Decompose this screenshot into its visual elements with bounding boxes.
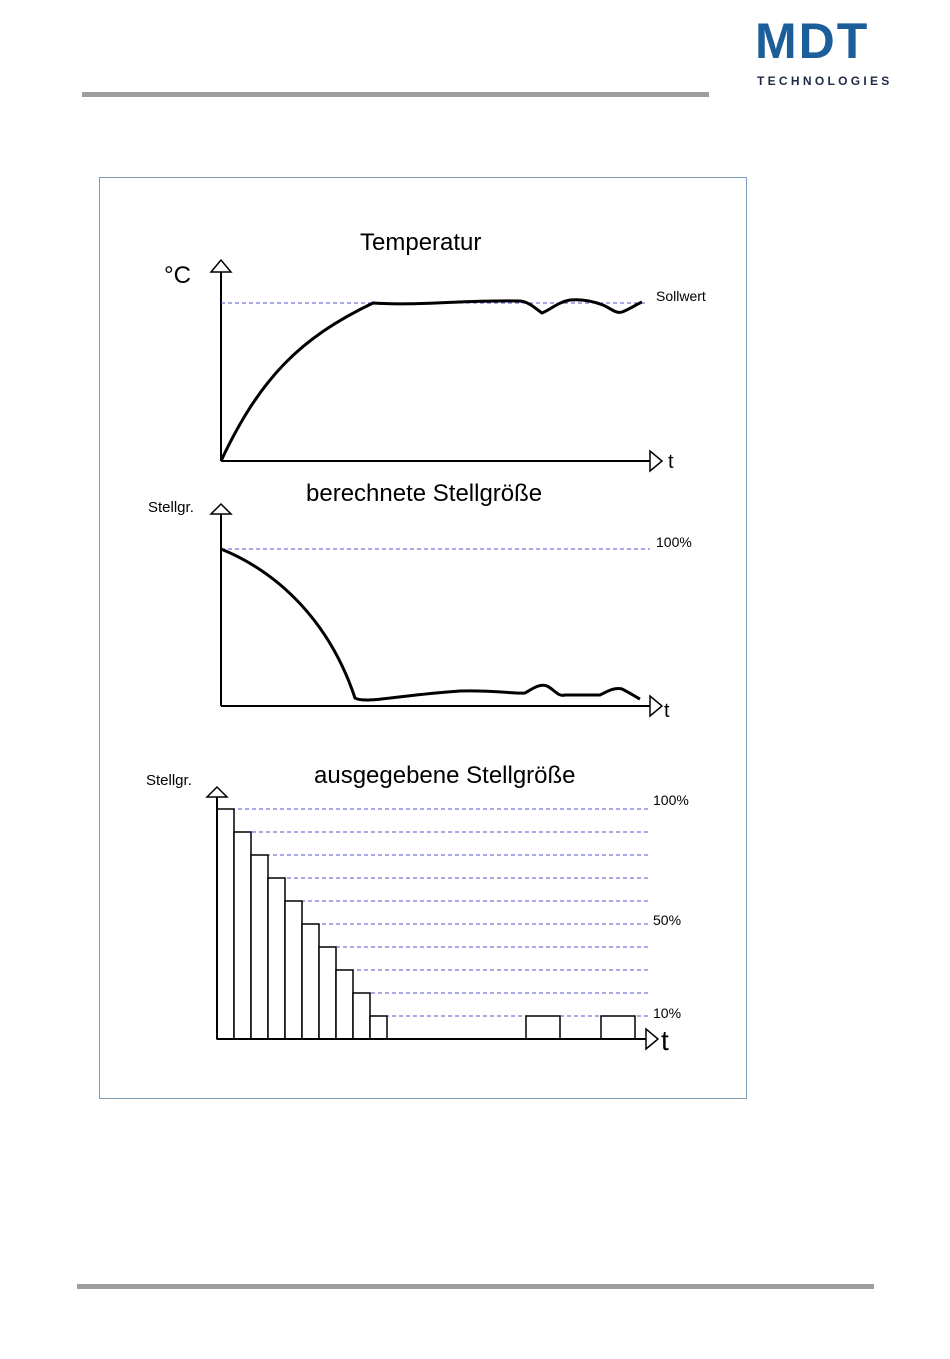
footer-rule [77,1284,874,1289]
chart2-title: berechnete Stellgröße [306,480,543,507]
chart2-ylabel: Stellgr. [148,499,194,516]
chart3-tick-10: 10% [653,1005,682,1021]
chart2-y-arrow [211,504,231,514]
logo-mark: MDT [755,13,870,69]
chart3-title: ausgegebene Stellgröße [314,762,576,789]
chart3-pulse [526,1016,560,1039]
figure-frame [99,177,747,1099]
chart3-tick-100: 100% [653,792,689,808]
chart1-x-arrow [650,451,662,471]
chart1-setpoint-label: Sollwert [656,288,706,304]
chart3-bar [302,924,319,1039]
chart2-xlabel: t [664,700,670,722]
logo-subtext: TECHNOLOGIES [757,74,893,88]
chart1-xlabel: t [668,451,674,473]
chart3-bars [217,809,635,1039]
chart1-temperature-curve [221,300,642,461]
chart1-y-arrow [211,260,231,272]
mdt-logo [755,13,905,92]
chart3-y-arrow [207,787,227,797]
chart3-xlabel: t [661,1025,669,1056]
chart3-tick-50: 50% [653,912,682,928]
chart1-title: Temperatur [360,229,482,256]
chart3-x-arrow [646,1029,658,1049]
chart2-x-arrow [650,696,662,716]
chart3-bar [319,947,336,1039]
chart3-bar [370,1016,387,1039]
chart3-bar [285,901,302,1039]
chart1-ylabel: °C [164,262,191,289]
chart-temperatur [164,229,706,473]
chart3-bar [234,832,251,1039]
chart2-100-label: 100% [656,534,692,550]
chart2-control-curve [221,549,640,700]
header-rule [82,92,709,97]
controller-diagram [100,178,748,1100]
chart3-bar [353,993,370,1039]
chart-ausgegebene-stellgroesse [146,762,689,1056]
chart3-pulse [601,1016,635,1039]
chart3-bar [217,809,234,1039]
chart3-bar [336,970,353,1039]
chart3-ylabel: Stellgr. [146,772,192,789]
chart-berechnete-stellgroesse [148,480,692,722]
chart3-bar [268,878,285,1039]
chart3-bar [251,855,268,1039]
